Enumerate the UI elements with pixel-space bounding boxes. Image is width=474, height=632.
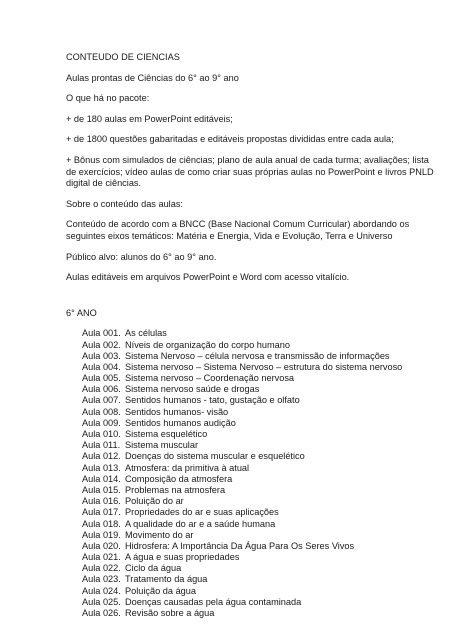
lesson-title: Poluição da água — [125, 585, 197, 596]
lesson-title: Tratamento da água — [125, 574, 208, 585]
lesson-row — [82, 597, 434, 608]
lesson-number: Aula 013. — [82, 462, 121, 473]
lesson-row — [82, 440, 434, 451]
lesson-number: Aula 006. — [82, 384, 121, 395]
lesson-row — [82, 384, 434, 395]
lesson-list — [66, 328, 434, 619]
lesson-number: Aula 003. — [82, 350, 121, 361]
lesson-number: Aula 009. — [82, 417, 121, 428]
lesson-number: Aula 020. — [82, 540, 121, 551]
lesson-number: Aula 002. — [82, 339, 121, 350]
lesson-title: Sistema Nervoso – célula nervosa e transmissão de informações — [125, 350, 390, 361]
lesson-title: Sistema nervoso – Coordenação nervosa — [125, 373, 295, 384]
paragraph-content-heading: Sobre o conteúdo das aulas: — [66, 198, 183, 209]
paragraph-audience: Público alvo: alunos do 6° ao 9° ano. — [66, 251, 217, 262]
lesson-row — [82, 474, 434, 485]
lesson-title: Sistema esquelético — [125, 429, 208, 439]
lesson-row — [82, 395, 434, 406]
lesson-number: Aula 001. — [82, 328, 121, 339]
lesson-title: Sentidos humanos- visão — [125, 406, 229, 417]
lesson-number: Aula 022. — [82, 563, 121, 574]
lesson-title: Doenças causadas pela água contaminada — [125, 596, 302, 607]
lesson-row — [82, 351, 434, 362]
lesson-title: Poluição do ar — [125, 496, 184, 507]
lesson-title: Sistema muscular — [125, 440, 199, 451]
lesson-number: Aula 021. — [82, 552, 121, 563]
paragraph-access: Aulas editáveis em arquivos PowerPoint e Word com acesso vitalício. — [66, 272, 350, 283]
lesson-title: Sistema nervoso saúde e drogas — [125, 384, 260, 395]
lesson-row — [82, 552, 434, 563]
lesson-title: Ciclo da água — [125, 563, 182, 574]
lesson-number: Aula 007. — [82, 395, 121, 406]
lesson-row — [82, 530, 434, 541]
lesson-title: Movimento do ar — [125, 529, 194, 540]
lesson-title: Níveis de organização do corpo humano — [125, 339, 290, 350]
lesson-row — [82, 519, 434, 530]
lesson-title: Hidrosfera: A Importância Da Água Para Os Seres Vivos — [125, 540, 355, 551]
lesson-title: Propriedades do ar e suas aplicações — [125, 507, 279, 518]
paragraph-bonus: + Bônus com simulados de ciências; plano de aula anual de cada turma; avaliações; lista de exercícios; vídeo aulas de como criar suas próprias aulas no PowerPoint e livros PNLD digital de ciências. — [66, 154, 434, 189]
lesson-title: Sentidos humanos audição — [125, 417, 236, 428]
lesson-number: Aula 023. — [82, 574, 121, 585]
lesson-number: Aula 004. — [82, 361, 121, 372]
paragraph-bncc: Conteúdo de acordo com a BNCC (Base Nacional Comum Curricular) abordando os seguintes eixos temáticos: Matéria e Energia, Vida e Evolução, Terra e Universo — [66, 219, 410, 241]
lesson-number: Aula 014. — [82, 473, 121, 484]
lesson-title: A qualidade do ar e a saúde humana — [125, 518, 276, 529]
lesson-title: Sistema nervoso – Sistema Nervoso – estrutura do sistema nervoso — [125, 361, 403, 372]
lesson-row — [82, 373, 434, 384]
paragraph-intro: Aulas prontas de Ciências do 6° ao 9° ano — [66, 72, 239, 83]
lesson-title: As células — [125, 328, 167, 339]
lesson-number: Aula 008. — [82, 406, 121, 417]
lesson-row — [82, 429, 434, 440]
section-title: 6° ANO — [66, 307, 97, 318]
lesson-row — [82, 485, 434, 496]
lesson-number: Aula 005. — [82, 373, 121, 384]
lesson-number: Aula 019. — [82, 529, 121, 540]
paragraph-questions-count: + de 1800 questões gabaritadas e editáveis propostas divididas entre cada aula; — [66, 134, 394, 145]
lesson-title: Revisão sobre a água — [125, 608, 215, 618]
lesson-number: Aula 026. — [82, 608, 121, 618]
lesson-title: Doenças do sistema muscular e esquelético — [125, 451, 305, 462]
lesson-row — [82, 340, 434, 351]
lesson-number: Aula 015. — [82, 484, 121, 495]
lesson-row — [82, 463, 434, 474]
lesson-row — [82, 563, 434, 574]
lesson-row — [82, 407, 434, 418]
lesson-row — [82, 451, 434, 462]
lesson-title: Composição da atmosfera — [125, 473, 233, 484]
lesson-row — [82, 507, 434, 518]
lesson-row — [82, 586, 434, 597]
lesson-row — [82, 574, 434, 585]
lesson-number: Aula 016. — [82, 496, 121, 507]
lesson-title: Sentidos humanos - tato, gustação e olfato — [125, 395, 300, 406]
lesson-row — [82, 496, 434, 507]
lesson-row — [82, 418, 434, 429]
document-heading: CONTEUDO DE CIENCIAS — [66, 52, 180, 62]
lesson-title: Atmosfera: da primitiva à atual — [125, 462, 250, 473]
lesson-number: Aula 025. — [82, 596, 121, 607]
lesson-number: Aula 018. — [82, 518, 121, 529]
paragraph-package-heading: O que há no pacote: — [66, 93, 150, 104]
lesson-title: A água e suas propriedades — [125, 552, 240, 563]
lesson-number: Aula 011. — [82, 440, 121, 451]
lesson-number: Aula 012. — [82, 451, 121, 462]
lesson-row — [82, 541, 434, 552]
lesson-title: Problemas na atmosfera — [125, 484, 226, 495]
lesson-row — [82, 328, 434, 339]
paragraph-lessons-count: + de 180 aulas em PowerPoint editáveis; — [66, 113, 233, 124]
lesson-number: Aula 010. — [82, 429, 121, 439]
lesson-number: Aula 017. — [82, 507, 121, 518]
lesson-number: Aula 024. — [82, 585, 121, 596]
lesson-row — [82, 608, 434, 619]
lesson-row — [82, 362, 434, 373]
